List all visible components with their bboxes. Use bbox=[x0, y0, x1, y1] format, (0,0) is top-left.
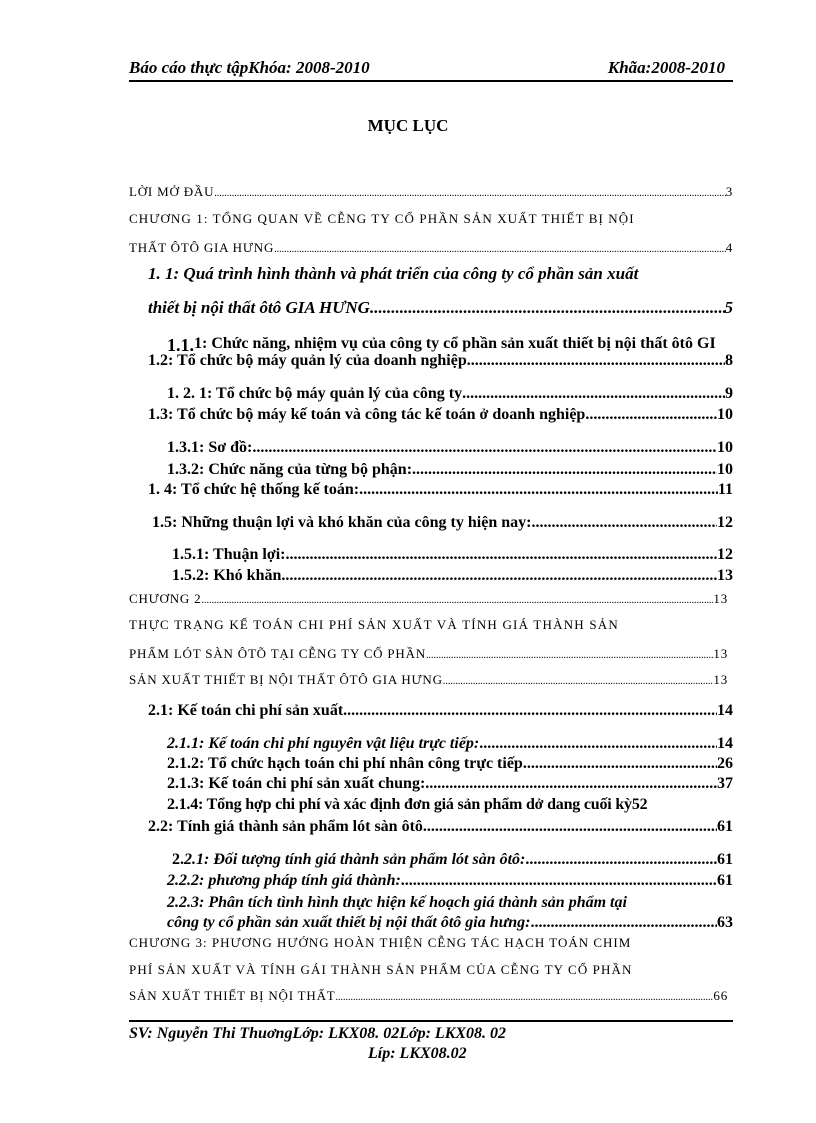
leader-dots bbox=[423, 818, 717, 836]
toc-text: 2.1.2: Tổ chức hạch toán chi phí nhân công trực tiếp bbox=[167, 755, 523, 772]
toc-page: 37 bbox=[717, 775, 733, 792]
leader-dots bbox=[285, 546, 717, 564]
toc-page: 61 bbox=[717, 818, 733, 835]
leader-dots bbox=[531, 514, 717, 532]
toc-entry-ch1-line2[interactable] bbox=[129, 240, 733, 256]
toc-page: 9 bbox=[725, 385, 733, 402]
toc-text: 1.3: Tổ chức bộ máy kế toán và công tác kế toán ở doanh nghiệp bbox=[148, 406, 586, 423]
leader-dots bbox=[467, 352, 725, 370]
toc-entry-s2-2-3-line2[interactable] bbox=[167, 914, 733, 932]
toc-entry-s1-1-1[interactable] bbox=[167, 332, 716, 353]
toc-entry-s1-1-line1[interactable]: 1. 1: Quá trình hình thành và phát triển của công ty cổ phần sản xuất bbox=[148, 264, 639, 283]
toc-page: 5 bbox=[724, 298, 733, 317]
leader-dots bbox=[343, 702, 717, 720]
toc-entry-ch2[interactable] bbox=[129, 591, 728, 607]
page-title: MỤC LỤC bbox=[367, 116, 449, 135]
leader-dots bbox=[462, 385, 725, 403]
toc-entry-ch1-line1[interactable]: CHƯƠNG 1: TỔNG QUAN VỀ CỄNG TY CỔ PHẦN SẢN XUẤT THIẾT BỊ NỘI bbox=[129, 211, 635, 226]
toc-entry-s2-2-1[interactable] bbox=[172, 851, 733, 869]
leader-dots bbox=[281, 567, 717, 585]
toc-page: 12 bbox=[717, 514, 733, 531]
leader-dots bbox=[426, 650, 713, 661]
toc-entry-s2-2-3-line1[interactable]: 2.2.3: Phân tích tình hình thực hiện kế hoạch giá thành sản phẩm tại bbox=[167, 894, 627, 911]
toc-page: 10 bbox=[717, 461, 733, 478]
toc-page: 61 bbox=[717, 851, 733, 868]
toc-page: 61 bbox=[717, 872, 733, 889]
leader-dots bbox=[479, 735, 717, 753]
toc-entry-ch3-line1[interactable]: CHƯƠNG 3: PHƯƠNG HƯỚNG HOÀN THIỆN CỄNG TÁC HẠCH TOÁN CHIM bbox=[129, 935, 632, 950]
leader-dots bbox=[274, 244, 726, 255]
toc-text: 2.1: Đối tượng tính giá thành sản phẩm lót sàn ôtô: bbox=[184, 851, 526, 868]
toc-text: SẢN XUẤT THIẾT BỊ NỘI THẤT bbox=[129, 988, 336, 1003]
leader-dots bbox=[252, 439, 717, 457]
toc-entry-ch3-line3[interactable] bbox=[129, 988, 728, 1004]
toc-entry-s1-1-line2[interactable] bbox=[148, 298, 733, 318]
header-left: Báo cáo thực tậpKhóa: 2008-2010 bbox=[129, 58, 370, 77]
leader-dots bbox=[401, 872, 717, 890]
toc-text: 1.5: Những thuận lợi và khó khăn của công ty hiện nay: bbox=[152, 514, 532, 531]
toc-text: 1. 4: Tổ chức hệ thống kế toán: bbox=[148, 481, 360, 498]
leader-dots bbox=[443, 676, 714, 687]
toc-entry-s2-1[interactable] bbox=[148, 702, 733, 720]
footer-line1: SV: Nguyễn Thi ThuơngLớp: LKX08. 02Lớp: LKX08. 02 bbox=[129, 1025, 507, 1042]
toc-entry-s1-4[interactable] bbox=[148, 481, 733, 499]
toc-entry-s1-3-2[interactable] bbox=[167, 461, 733, 479]
toc-prefix: 2. bbox=[172, 851, 184, 868]
toc-entry-ch2-title-line1[interactable]: THỰC TRẠNG KẾ TOÁN CHI PHÍ SẢN XUẤT VÀ TÍNH GIÁ THÀNH SẢN bbox=[129, 617, 619, 632]
toc-entry-ch2-title-line3[interactable] bbox=[129, 672, 728, 688]
toc-entry-s1-3[interactable] bbox=[148, 406, 733, 424]
toc-page: 66 bbox=[713, 988, 728, 1003]
toc-text: 2.1.1: Kế toán chi phí nguyên vật liệu trực tiếp: bbox=[167, 735, 480, 752]
toc-page: 13 bbox=[713, 646, 728, 661]
footer-rule bbox=[129, 1020, 733, 1022]
toc-text: 1.2: Tổ chức bộ máy quản lý của doanh nghiệp bbox=[148, 352, 467, 369]
toc-page: 14 bbox=[717, 735, 733, 752]
toc-text: thiết bị nội thất ôtô GIA HƯNG bbox=[148, 298, 370, 317]
toc-entry-s1-3-1[interactable] bbox=[167, 439, 733, 457]
toc-entry-ch3-line2[interactable]: PHÍ SẢN XUẤT VÀ TÍNH GÁI THÀNH SẢN PHẨM CỦA CỄNG TY CỔ PHẦN bbox=[129, 962, 633, 977]
toc-page: 14 bbox=[717, 702, 733, 719]
toc-page: 10 bbox=[717, 406, 733, 423]
footer-line2: Líp: LKX08.02 bbox=[368, 1045, 467, 1062]
toc-text: 1.5.2: Khó khăn bbox=[172, 567, 282, 584]
leader-dots bbox=[359, 481, 718, 499]
toc-entry-s1-2-1[interactable] bbox=[167, 385, 733, 403]
toc-entry-s1-5-1[interactable] bbox=[172, 546, 733, 564]
toc-text: CHƯƠNG 2 bbox=[129, 591, 202, 606]
toc-page: 8 bbox=[725, 352, 733, 369]
toc-text: 1.3.2: Chức năng của từng bộ phận: bbox=[167, 461, 413, 478]
toc-entry-s2-1-3[interactable] bbox=[167, 775, 733, 793]
leader-dots bbox=[425, 775, 717, 793]
toc-text: 2.1: Kế toán chi phí sản xuất bbox=[148, 702, 344, 719]
toc-entry-s2-1-1[interactable] bbox=[167, 735, 733, 753]
leader-dots bbox=[370, 298, 725, 318]
toc-entry-s1-5-2[interactable] bbox=[172, 567, 733, 585]
toc-text: 1.5.1: Thuận lợi: bbox=[172, 546, 286, 563]
toc-page: 63 bbox=[717, 914, 733, 931]
toc-entry-s1-2[interactable] bbox=[148, 352, 733, 370]
toc-text: 2.1.3: Kế toán chi phí sản xuất chung: bbox=[167, 775, 426, 792]
toc-text: 1.3.1: Sơ đồ: bbox=[167, 439, 253, 456]
toc-text: THẤT ÔTÔ GIA HƯNG bbox=[129, 240, 275, 255]
toc-page: 13 bbox=[717, 567, 733, 584]
toc-text: 2.2.2: phương pháp tính giá thành: bbox=[167, 872, 401, 889]
toc-page: 11 bbox=[717, 481, 733, 498]
toc-entry-s1-5[interactable] bbox=[152, 514, 733, 532]
toc-page: 10 bbox=[717, 439, 733, 456]
leader-dots bbox=[214, 188, 725, 199]
toc-page: 3 bbox=[725, 184, 733, 199]
toc-page: 13 bbox=[713, 672, 728, 687]
toc-text: 2.2: Tính giá thành sản phẩm lót sàn ôtô bbox=[148, 818, 423, 835]
leader-dots bbox=[525, 851, 717, 869]
toc-page: 13 bbox=[713, 591, 728, 606]
toc-page: 26 bbox=[717, 755, 733, 772]
leader-dots bbox=[523, 755, 717, 773]
toc-number: 1.1. bbox=[167, 335, 194, 355]
toc-page: 4 bbox=[725, 240, 733, 255]
leader-dots bbox=[585, 406, 717, 424]
leader-dots bbox=[336, 992, 714, 1003]
toc-entry-s2-2-2[interactable] bbox=[167, 872, 733, 890]
leader-dots bbox=[412, 461, 717, 479]
toc-text: 1. 2. 1: Tổ chức bộ máy quản lý của công ty bbox=[167, 385, 463, 402]
toc-entry-s2-1-4[interactable]: 2.1.4: Tổng hợp chi phí và xác định đơn giá sản phẩm dở dang cuối kỳ52 bbox=[167, 796, 648, 813]
header-right: Khãa:2008-2010 bbox=[607, 58, 725, 77]
toc-text: 1: Chức năng, nhiệm vụ của công ty cổ phần sản xuất thiết bị nội thất ôtô GI bbox=[194, 335, 716, 352]
leader-dots bbox=[530, 914, 717, 932]
leader-dots bbox=[201, 595, 713, 606]
toc-entry-ch2-title-line2[interactable] bbox=[129, 646, 728, 662]
toc-page: 12 bbox=[717, 546, 733, 563]
toc-text: LỜI MỞ ĐẦU bbox=[129, 184, 215, 199]
toc-text: SẢN XUẤT THIẾT BỊ NỘI THẤT ÔTÔ GIA HƯNG bbox=[129, 672, 443, 687]
toc-entry-s2-1-2[interactable] bbox=[167, 755, 733, 773]
toc-text: công ty cổ phần sản xuất thiết bị nội thất ôtô gia hưng: bbox=[167, 914, 531, 931]
toc-entry-loi-mo-dau[interactable] bbox=[129, 184, 733, 200]
toc-entry-s2-2[interactable] bbox=[148, 818, 733, 836]
toc-text: PHẨM LÓT SÀN ÔTÕ TẠI CỄNG TY CỔ PHẦN bbox=[129, 646, 427, 661]
